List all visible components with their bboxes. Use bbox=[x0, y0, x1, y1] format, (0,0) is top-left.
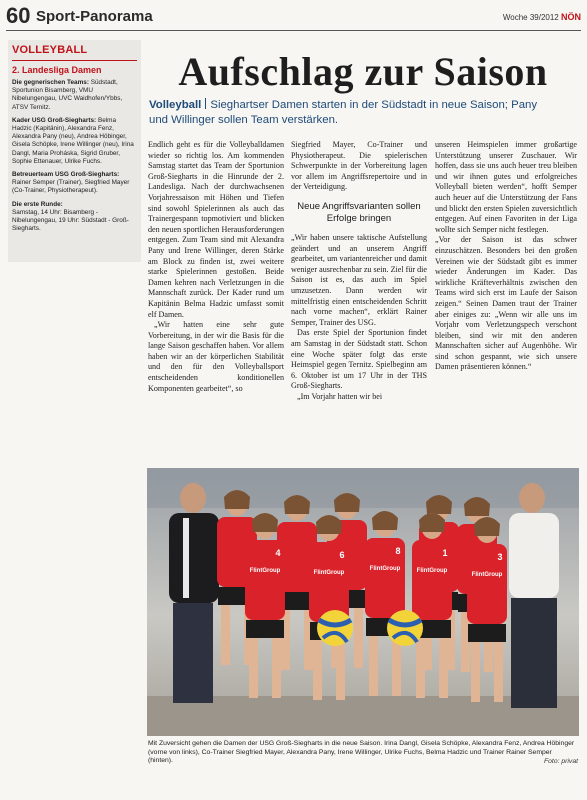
article-headline: Aufschlag zur Saison bbox=[178, 49, 548, 94]
photo-caption: Mit Zuversicht gehen die Damen der USG Groß-Siegharts in die neue Saison. Irina Dangl, Gisela Schöpke, Alexandra Fenz, Andrea Höbinger (vorne von links), Co-Trainer Siegfried Mayer, Alexandra Pany, Irene Willinger, Ulrike Fuchs, Belma Hadzic und Trainer Rainer Semper (hinten). bbox=[148, 740, 575, 765]
jersey-sponsor: FlintGroup bbox=[471, 572, 503, 578]
issue-label bbox=[503, 12, 581, 23]
deck-kicker: Volleyball bbox=[149, 99, 202, 111]
info-staff: Betreuerteam USG Groß-Siegharts: Rainer Semper (Trainer), Siegfried Mayer (Co-Trainer, Physiotherapeut). bbox=[12, 171, 130, 195]
article-column-2 bbox=[291, 140, 427, 402]
photo-credit: Foto: privat bbox=[544, 758, 578, 765]
paragraph: Siegfried Mayer, Co-Trainer und Physiotherapeut. Die spielerischen Schwerpunkte in der Vorbereitung lagen vor allem im Angriffsrepertoire und in der Verteidigung. bbox=[291, 140, 427, 192]
issue-number: Woche 39/2012 bbox=[502, 13, 559, 22]
coach-left bbox=[169, 483, 219, 703]
team-photo-illustration bbox=[147, 468, 579, 736]
paragraph: unseren Heimspielen immer großartige Unterstützung unserer Zuschauer. Wir hoffen, dass sie uns auch heuer treu bleiben und wir ihnen gutes und erfolgreiches Volleyball bieten werden“, hofft Semper auch heuer auf die Unterstützung der Fans und blickt den ersten Spielen zuversichtlich entgegen. Auf einen Favoriten in der Liga wollte sich Semper nicht festlegen. bbox=[435, 140, 577, 234]
jersey-sponsor: FlintGroup bbox=[249, 568, 281, 574]
jersey-sponsor: FlintGroup bbox=[369, 566, 401, 572]
publication-brand: NÖN bbox=[561, 12, 581, 22]
info-squad: Kader USG Groß-Siegharts: Belma Hadzic (Kapitänin), Alexandra Fenz, Alexandra Pany (neu), Andrea Höbinger, Gisela Schöpke, Irene Willinger (neu), Irina Dangl, Maria Proháska, Sigrid Gruber, Sophie Ettenauer, Ulrike Fuchs. bbox=[12, 116, 134, 165]
article-subhead: Neue Angriffsvarianten sollen Erfolge bringen bbox=[297, 200, 421, 224]
paragraph: „Wir hatten eine sehr gute Vorbereitung, in der wir die Basis für die lange Saison geschaffen haben. Vor allem haben wir an der körperlichen Stabilität und den für den Volleyballsport entscheidenden konditionellen Komponenten gearbeitet“, so bbox=[148, 320, 284, 393]
page-header bbox=[6, 4, 581, 30]
coach-right bbox=[509, 483, 559, 708]
team-photo bbox=[147, 468, 579, 736]
header-rule bbox=[6, 30, 581, 31]
info-box-title: VOLLEYBALL bbox=[12, 44, 88, 56]
info-opponents: Die gegnerischen Teams: Südstadt, Sportunion Bisamberg, VMU Nibelungengau, UVC Waidhofen/Ybbs, ATSV Ternitz. bbox=[12, 79, 123, 111]
jersey-number: 3 bbox=[497, 552, 503, 562]
page-number: 60 bbox=[6, 3, 31, 28]
paragraph: „Im Vorjahr hatten wir bei bbox=[297, 391, 383, 401]
jersey-number: 8 bbox=[395, 546, 401, 556]
volleyball-1 bbox=[317, 610, 353, 646]
paragraph: „Wir haben unsere taktische Aufstellung geändert und an unserem Angriff gearbeitet, um variantenreicher und damit weniger ausrechenbar zu sein. Ziel für die Saison ist es, das auch im Spiel umzusetzen. Dann werden wir mittelfristig einen entscheidenden Schritt nach vorne machen“, erklärt Rainer Semper, Trainer des USG. bbox=[291, 232, 427, 327]
jersey-sponsor: FlintGroup bbox=[313, 570, 345, 576]
jersey-sponsor: FlintGroup bbox=[416, 568, 448, 574]
paragraph: Endlich geht es für die Volleyballdamen wieder so richtig los. Am kommenden Samstag startet das Team der Sportunion Groß-Siegharts in die Hinrunde der 2. Landesliga. Nach der durchwachsenen Vorjahressaison mit Höhen und Tiefen sind sowohl Spielerinnen als auch das Trainergespann topmotiviert und blicken den neuen sportlichen Herausforderungen entgegen. Zum Team sind mit Alexandra Pany und Irene Willinger, deren Stärke am Block zu finden ist, zwei weitere starke Spielerinnen gestoßen. Beide Damen kehren nach Verletzungen in die Mannschaft zurück. Der Kader rund um Kapitänin Belma Hadzic umfasst somit elf Damen. bbox=[148, 140, 284, 319]
jersey-number: 6 bbox=[339, 550, 345, 560]
jersey-number: 4 bbox=[275, 548, 281, 558]
paragraph: „Vor der Saison ist das schwer einzuschätzen. Besonders bei den großen Vereinen wie der Südstadt gibt es immer wieder Änderungen im Kader. Das wirkliche Kräfteverhältnis zwischen den Teams wird sich erst im Laufe der Saison zeigen.“ Seinen Damen traut der Trainer aber einiges zu: „Wenn wir alle uns im Vorjahr vom Verletzungspech verschont bleiben, sind wir mit den anderen Mannschaften sicher auf Augenhöhe. Wir sind schon gespannt, wie sich unsere Damen präsentieren können.“ bbox=[435, 235, 577, 372]
article-column-3 bbox=[435, 140, 577, 373]
article-column-1 bbox=[148, 140, 284, 394]
deck-text: Sieghartser Damen starten in der Südstadt in neue Saison; Pany und Willinger sollen Team verstärken. bbox=[149, 99, 538, 126]
info-box bbox=[8, 40, 141, 262]
volleyball-2 bbox=[387, 610, 423, 646]
info-box-subtitle: 2. Landesliga Damen bbox=[12, 65, 102, 75]
info-first-round: Die erste Runde: Samstag, 14 Uhr: Bisamberg - Nibelungengau, 19 Uhr: Südstadt - Groß-Siegharts. bbox=[12, 200, 129, 233]
jersey-number: 1 bbox=[442, 548, 448, 558]
paragraph: Das erste Spiel der Sportunion findet am Samstag in der Südstadt statt. Schon eine Woche später folgt das erste Heimspiel gegen Ternitz. Spielbeginn am 6. Oktober ist um 17 Uhr in der THS Groß-Siegharts. bbox=[291, 328, 427, 391]
info-box-rule bbox=[12, 60, 137, 61]
deck-divider bbox=[205, 98, 206, 109]
section-title: Sport-Panorama bbox=[36, 8, 153, 25]
article-deck bbox=[149, 98, 547, 128]
